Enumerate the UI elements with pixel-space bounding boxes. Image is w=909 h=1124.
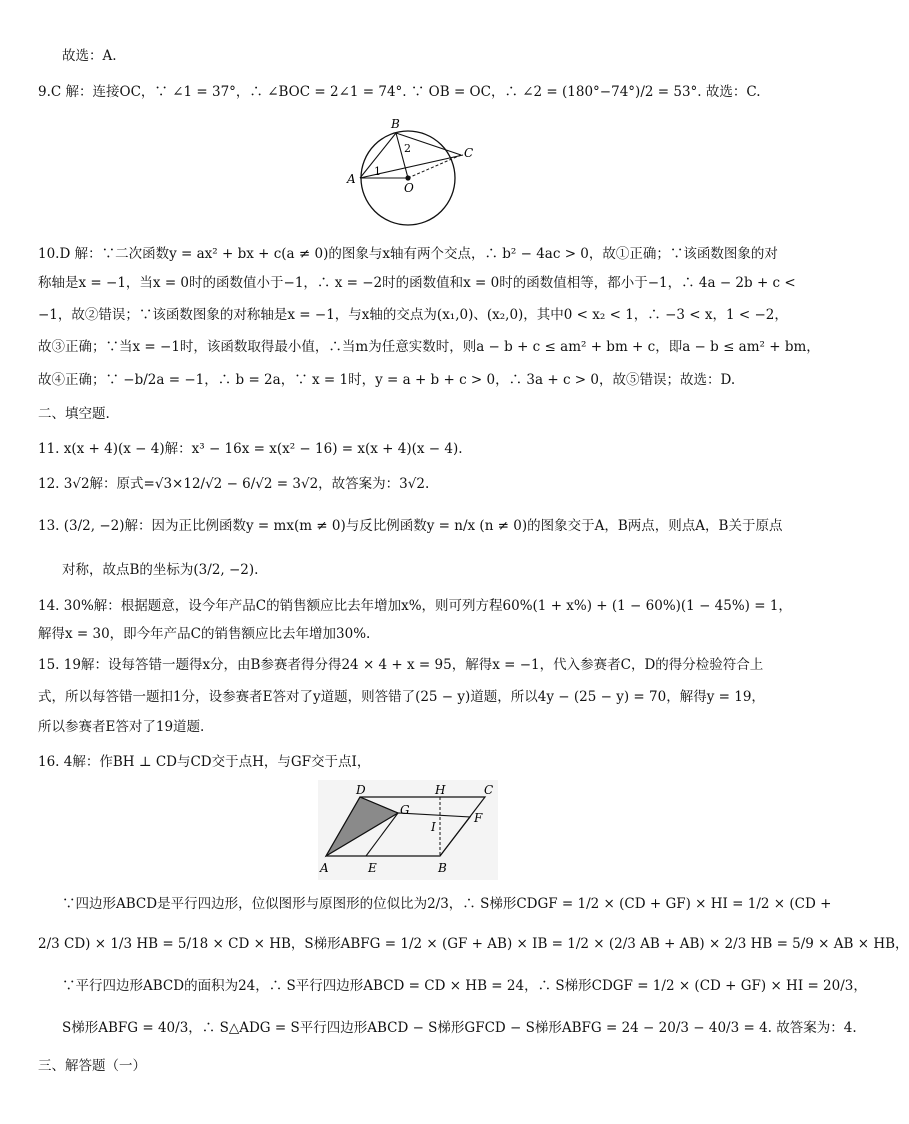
label-o: O	[404, 181, 414, 195]
text-line-4: 称轴是x = −1，当x = 0时的函数值小于−1，∴ x = −2时的函数值和x = 0时的函数值相等，都小于−1，∴ 4a − 2b + c <	[38, 275, 796, 291]
text-line-2: 9.C 解：连接OC，∵ ∠1 = 37°，∴ ∠BOC = 2∠1 = 74°. ∵ OB = OC，∴ ∠2 = (180°−74°)/2 = 53°. 故选：C.	[38, 84, 761, 100]
text-line-1: 故选：A.	[62, 48, 117, 64]
label-d: D	[356, 783, 366, 797]
text-line-5: −1，故②错误；∵该函数图象的对称轴是x = −1，与x轴的交点为(x₁,0)、(x₂,0)，其中0 < x₂ < 1，∴ −3 < x，1 < −2，	[38, 307, 788, 323]
label-a2: A	[320, 861, 329, 875]
center-point	[405, 175, 410, 180]
text-line-10: 12. 3√2解：原式=√3×12/√2 − 6/√2 = 3√2，故答案为：3√2.	[38, 476, 430, 492]
text-line-9: 11. x(x + 4)(x − 4)解：x³ − 16x = x(x² − 16) = x(x + 4)(x − 4).	[38, 441, 463, 457]
label-angle-2: 2	[404, 142, 411, 155]
label-e: E	[368, 861, 377, 875]
text-line-18: 16. 4解：作BH ⊥ CD与CD交于点H，与GF交于点I，	[38, 754, 371, 770]
label-c: C	[464, 146, 474, 160]
text-line-20: 2/3 CD) × 1/3 HB = 5/18 × CD × HB，S梯形ABFG = 1/2 × (GF + AB) × IB = 1/2 × (2/3 AB + AB) × 2/3 HB = 5/9 × AB × HB，	[38, 936, 909, 952]
text-line-7: 故④正确；∵ −b/2a = −1，∴ b = 2a，∵ x = 1时，y = a + b + c > 0，∴ 3a + c > 0，故⑤错误；故选：D.	[38, 372, 736, 388]
text-line-19: ∵四边形ABCD是平行四边形，位似图形与原图形的位似比为2/3，∴ S梯形CDGF = 1/2 × (CD + GF) × HI = 1/2 × (CD +	[62, 896, 832, 912]
label-c2: C	[484, 783, 494, 797]
radius-ob	[396, 133, 408, 178]
parallelogram-figure	[318, 780, 498, 880]
label-b: B	[391, 117, 400, 131]
label-f: F	[474, 811, 483, 825]
text-line-12: 对称，故点B的坐标为(3/2, −2).	[62, 562, 259, 578]
text-line-21: ∵平行四边形ABCD的面积为24，∴ S平行四边形ABCD = CD × HB = 24，∴ S梯形CDGF = 1/2 × (CD + GF) × HI = 20/3，	[62, 978, 867, 994]
text-line-13: 14. 30%解：根据题意，设今年产品C的销售额应比去年增加x%，则可列方程60%(1 + x%) + (1 − 60%)(1 − 45%) = 1，	[38, 598, 792, 614]
circle-figure	[338, 112, 478, 230]
label-i: I	[431, 820, 436, 834]
label-b2: B	[438, 861, 447, 875]
label-g: G	[400, 803, 410, 817]
section-heading-3: 三、解答题（一）	[38, 1058, 146, 1074]
text-line-15: 15. 19解：设每答错一题得x分，由B参赛者得分得24 × 4 + x = 95，解得x = −1，代入参赛者C，D的得分检验符合上	[38, 657, 764, 673]
text-line-17: 所以参赛者E答对了19道题.	[38, 719, 205, 735]
section-heading-2: 二、填空题.	[38, 406, 110, 422]
label-h: H	[435, 783, 446, 797]
label-angle-1: 1	[374, 165, 381, 178]
text-line-22: S梯形ABFG = 40/3，∴ S△ADG = S平行四边形ABCD − S梯形GFCD − S梯形ABFG = 24 − 20/3 − 40/3 = 4. 故答案为：4.	[62, 1020, 857, 1036]
text-line-11: 13. (3/2, −2)解：因为正比例函数y = mx(m ≠ 0)与反比例函数y = n/x (n ≠ 0)的图象交于A，B两点，则点A，B关于原点	[38, 518, 783, 534]
text-line-16: 式，所以每答错一题扣1分，设参赛者E答对了y道题，则答错了(25 − y)道题，所以4y − (25 − y) = 70，解得y = 19，	[38, 689, 765, 705]
text-line-6: 故③正确；∵当x = −1时，该函数取得最小值，∴当m为任意实数时，则a − b + c ≤ am² + bm + c，即a − b ≤ am² + bm，	[38, 339, 820, 355]
text-line-3: 10.D 解：∵二次函数y = ax² + bx + c(a ≠ 0)的图象与x轴有两个交点，∴ b² − 4ac > 0，故①正确；∵该函数图象的对	[38, 246, 778, 262]
label-a: A	[347, 172, 356, 186]
text-line-14: 解得x = 30，即今年产品C的销售额应比去年增加30%.	[38, 626, 371, 642]
